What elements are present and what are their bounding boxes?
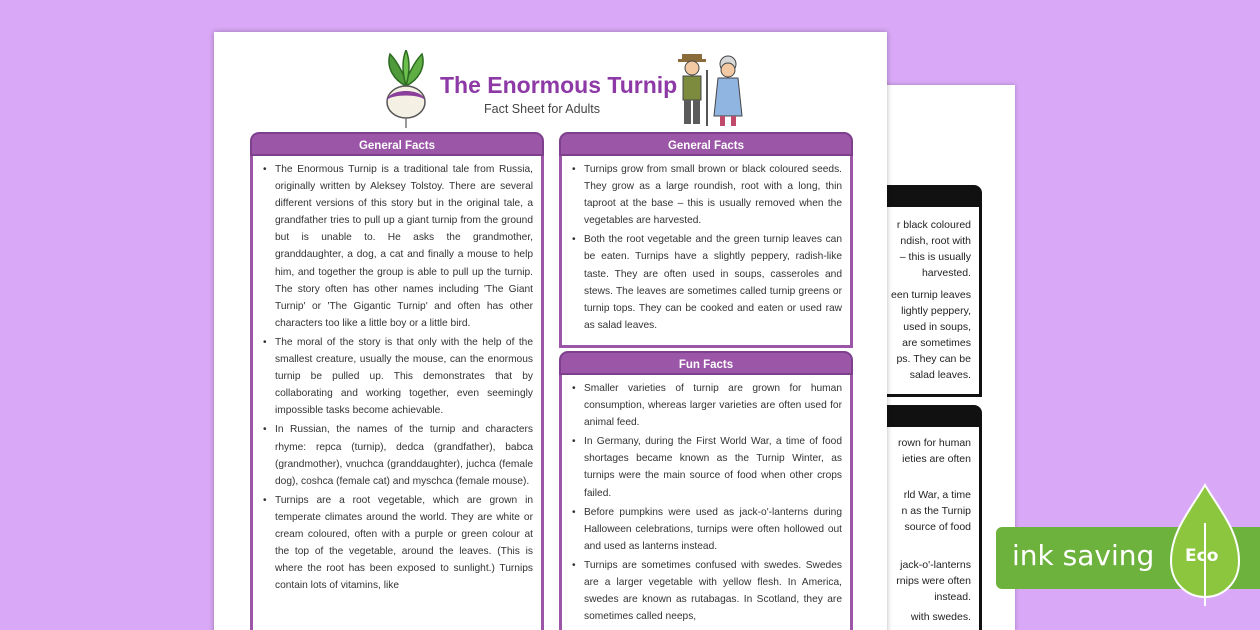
page-title: The Enormous Turnip — [440, 72, 678, 98]
facts-list — [572, 161, 842, 334]
back-page-text-line: are sometimes — [902, 337, 971, 349]
facts-list — [263, 161, 533, 594]
back-page-text-line: salad leaves. — [909, 369, 971, 381]
section-header: Fun Facts — [559, 351, 853, 375]
fact-item: • The moral of the story is that only with the help of the smallest creature, usually the mouse, can the enormous turnip be pulled up. This demonstrates that by collaborating and working together, even seemingly impossible tasks become achievable. — [263, 334, 533, 419]
back-page-text-line: ps. They can be — [896, 353, 971, 365]
general-facts-left — [250, 132, 544, 630]
back-page-text-line: rnips were often — [896, 575, 971, 587]
ink-saving-label: ink saving — [1012, 539, 1155, 572]
section-header: General Facts — [559, 132, 853, 156]
back-page-text-line: source of food — [904, 521, 971, 533]
back-page-text-line: ieties are often — [902, 453, 971, 465]
fact-item: • Both the root vegetable and the green turnip leaves can be eaten. Turnips have a slightly peppery, radish-like taste. They are often used in soups, casseroles and stews. The leaves are sometimes called turnip greens or turnip tops. They can be cooked and eaten or used raw as salad leaves. — [572, 231, 842, 334]
back-page-text-line: n as the Turnip — [901, 505, 971, 517]
back-page-text-line: een turnip leaves — [891, 289, 971, 301]
back-page-text-line: jack-o'-lanterns — [900, 559, 971, 571]
grandparents-illustration — [676, 50, 746, 130]
back-page-text-line: ndish, root with — [900, 235, 971, 247]
fact-item: • Turnips are a root vegetable, which are grown in temperate climates around the world. They are white or cream coloured, often with a purple or green colour at the top of the vegetable, around the leaves. (This is where the root has been exposed to sunlight.) Turnips contain lots of vitamins, like — [263, 492, 533, 595]
back-page-text-line: harvested. — [921, 267, 971, 279]
section-header: General Facts — [250, 132, 544, 156]
turnip-illustration — [380, 50, 432, 128]
fact-item: • In Russian, the names of the turnip and characters rhyme: repca (turnip), dedca (grandfather), babca (grandmother), vnuchca (granddaughter), juchca (female dog), coshca (female cat) and myschca (female mouse). — [263, 421, 533, 489]
back-page-text-line: rld War, a time — [903, 489, 971, 501]
fact-item: • Turnips are sometimes confused with swedes. Swedes are a larger vegetable with yellow flesh. In America, swedes are known as rutabagas. In Scotland, they are sometimes called neeps, — [572, 557, 842, 625]
back-page-text-line: – this is usually — [899, 251, 971, 263]
page-subtitle: Fact Sheet for Adults — [484, 102, 601, 116]
fact-item: • Smaller varieties of turnip are grown for human consumption, whereas larger varieties are often used for animal feed. — [572, 380, 842, 431]
fact-item: • Before pumpkins were used as jack-o'-lanterns during Halloween celebrations, turnips were often hollowed out and used as lanterns instead. — [572, 504, 842, 555]
fact-item: • Turnips grow from small brown or black coloured seeds. They grow as a large roundish, root with a long, thin taproot at the base – this is usually removed when the vegetables are harvested. — [572, 161, 842, 229]
back-page-header — [880, 185, 982, 207]
eco-label: Eco — [1185, 546, 1219, 566]
back-page-text-line: r black coloured — [896, 219, 971, 231]
back-page-text-line: with swedes. — [910, 611, 971, 623]
back-page-text-line: lightly peppery, — [901, 305, 971, 317]
back-page-box — [880, 427, 982, 630]
back-page-text-line: instead. — [934, 591, 971, 603]
fact-item: • In Germany, during the First World War, a time of food shortages became known as the Turnip Winter, as turnips were the main source of food when other crops failed. — [572, 433, 842, 501]
back-page-text-line: rown for human — [898, 437, 971, 449]
general-facts-right — [559, 132, 853, 348]
back-page-text-line: used in soups, — [903, 321, 971, 333]
fun-facts — [559, 351, 853, 630]
back-page-header — [880, 405, 982, 427]
fact-item: • The Enormous Turnip is a traditional tale from Russia, originally written by Aleksey Tolstoy. There are several different versions of this story but in the original tale, a grandfather tries to pull up a giant turnip from the ground but is unable to. He asks the grandmother, granddaughter, a dog, a cat and finally a mouse to help him, and together the group is able to pull up the turnip. The story often has other names including 'The Giant Turnip' or 'The Gigantic Turnip' and often has other characters too like a little boy or a little bird. — [263, 161, 533, 332]
fact-sheet-page — [214, 32, 887, 630]
facts-list — [572, 380, 842, 625]
back-page-box — [880, 207, 982, 397]
